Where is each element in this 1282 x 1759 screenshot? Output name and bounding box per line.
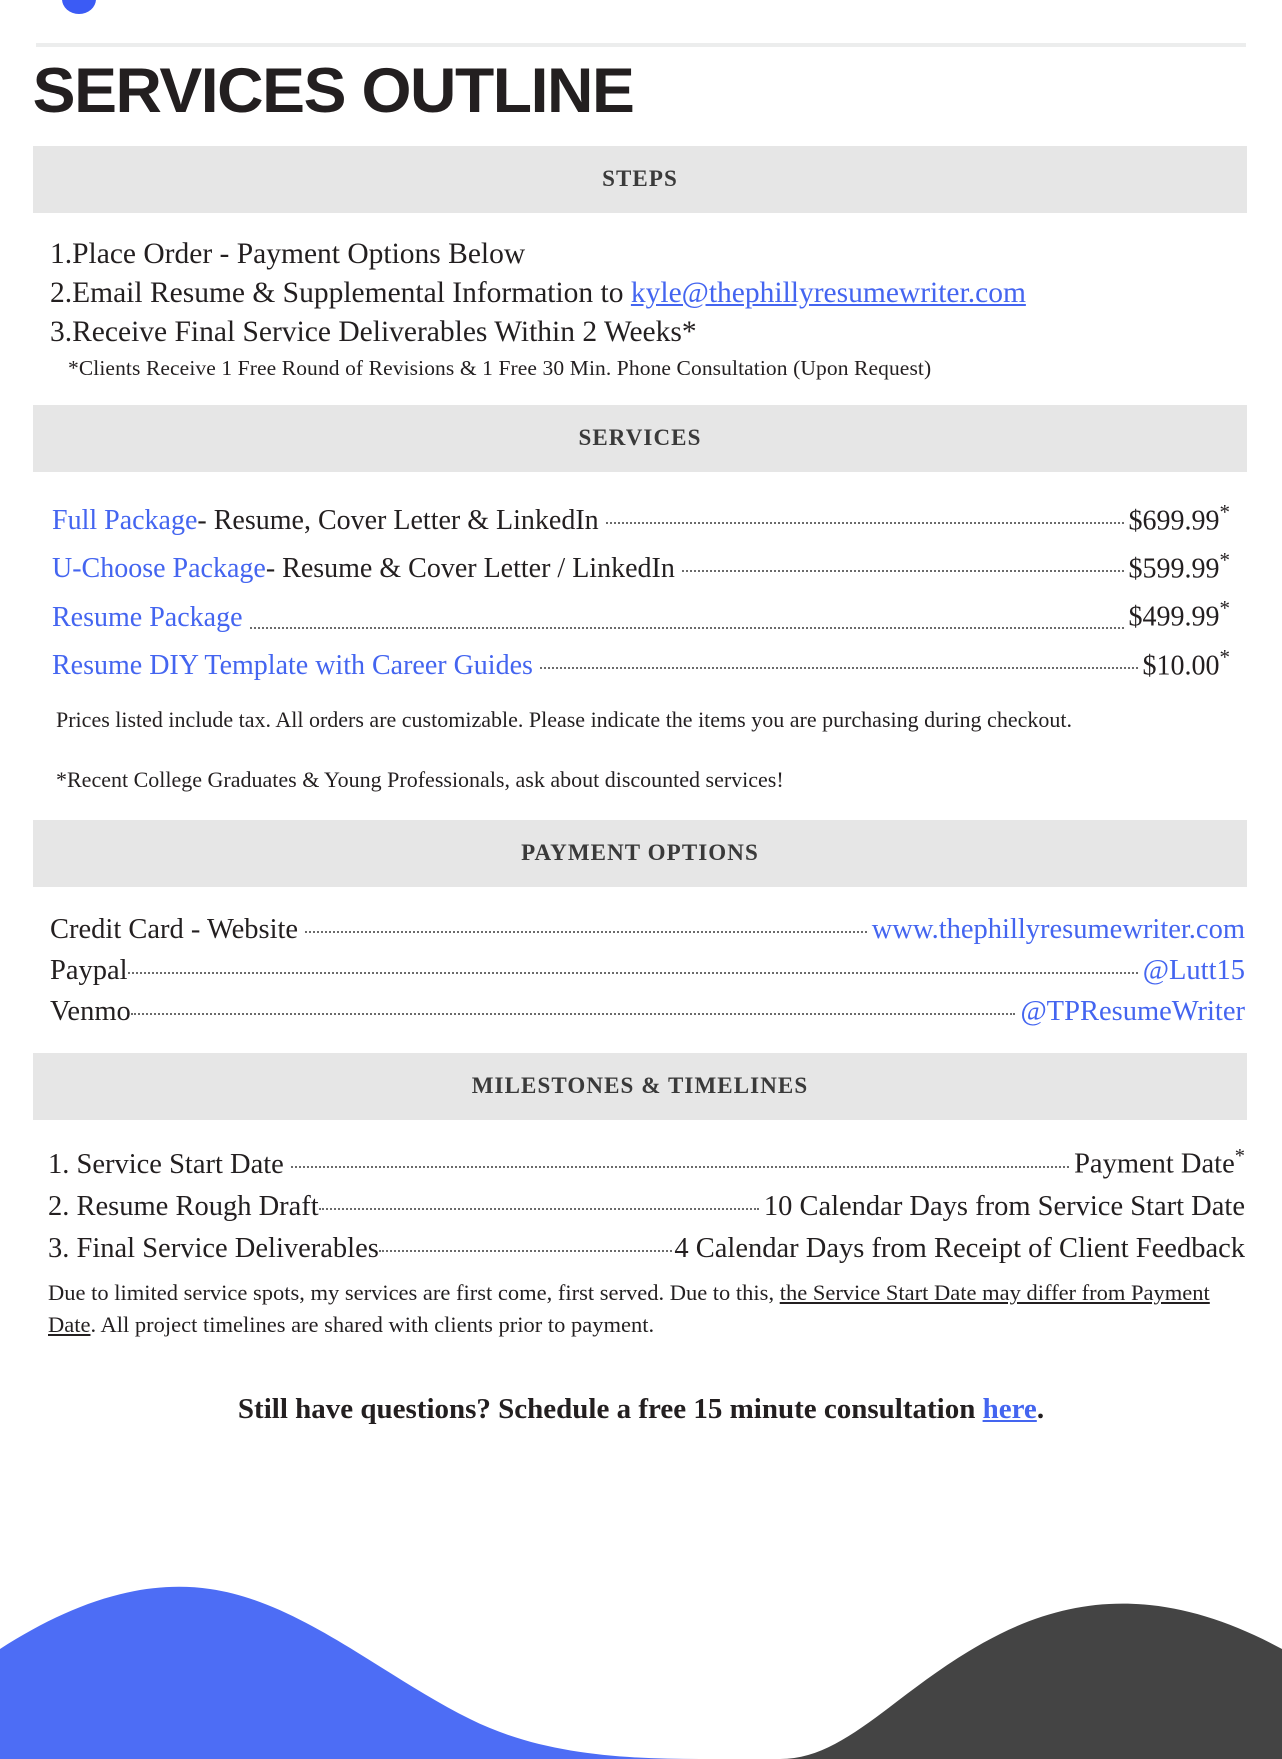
- payment-value[interactable]: @TPResumeWriter: [1020, 996, 1245, 1028]
- closing-text: Still have questions? Schedule a free 15 minute consultation: [237, 1392, 983, 1425]
- section-heading-milestones: MILESTONES & TIMELINES: [33, 1053, 1247, 1120]
- milestone-label: 1. Service Start Date: [48, 1148, 284, 1180]
- milestone-row: [48, 1191, 1245, 1223]
- dot-leader: [250, 627, 1124, 629]
- step-number: 3.: [50, 315, 73, 348]
- dot-leader: [291, 1166, 1069, 1168]
- milestone-label: 2. Resume Rough Draft: [48, 1190, 319, 1222]
- document-content: [0, 56, 1282, 1426]
- milestones-note: [0, 1277, 1282, 1341]
- email-link[interactable]: kyle@thephillyresumewriter.com: [630, 276, 1026, 309]
- payment-label: Credit Card - Website: [50, 914, 299, 946]
- step-number: 2.: [50, 276, 73, 309]
- section-heading-steps: STEPS: [33, 146, 1247, 213]
- payment-label: Paypal: [50, 955, 128, 987]
- payment-row: [50, 914, 1245, 946]
- step-number: 1.: [50, 238, 73, 270]
- service-price: $499.99*: [1128, 596, 1230, 633]
- payment-row: [50, 955, 1245, 987]
- closing-line: [0, 1393, 1282, 1426]
- service-name[interactable]: Resume Package: [52, 601, 243, 633]
- payment-value[interactable]: @Lutt15: [1142, 955, 1245, 987]
- milestones-list: [0, 1145, 1282, 1265]
- service-row: [52, 500, 1230, 537]
- service-price: $599.99*: [1128, 548, 1230, 585]
- section-heading-services: SERVICES: [33, 405, 1247, 472]
- dot-leader: [606, 522, 1124, 524]
- wave-dark-shape: [780, 1604, 1282, 1759]
- service-price: $699.99*: [1128, 499, 1230, 537]
- dot-leader: [319, 1208, 759, 1210]
- service-description: - Resume, Cover Letter & LinkedIn: [197, 505, 599, 537]
- step-text: Place Order - Payment Options Below: [72, 238, 526, 270]
- payment-label: Venmo: [50, 996, 131, 1028]
- service-row: [52, 596, 1230, 633]
- dot-leader: [128, 972, 1138, 974]
- dot-leader: [131, 1013, 1016, 1015]
- list-item: [50, 274, 1282, 313]
- milestone-label: 3. Final Service Deliverables: [48, 1232, 379, 1264]
- step-text: Email Resume & Supplemental Information to: [72, 276, 631, 309]
- section-heading-payment: PAYMENT OPTIONS: [33, 820, 1247, 887]
- consultation-link[interactable]: here: [982, 1392, 1037, 1425]
- service-name[interactable]: Resume DIY Template with Career Guides: [52, 650, 533, 682]
- dot-leader: [379, 1250, 673, 1252]
- milestones-note-post: . All project timelines are shared with clients prior to payment.: [90, 1311, 655, 1337]
- step-text: Receive Final Service Deliverables Within 2 Weeks*: [72, 315, 697, 348]
- steps-list: [0, 235, 1282, 381]
- payment-value[interactable]: www.thephillyresumewriter.com: [871, 914, 1245, 946]
- header-divider: [36, 43, 1246, 47]
- closing-period: .: [1036, 1392, 1045, 1425]
- steps-footnote: *Clients Receive 1 Free Round of Revisions & 1 Free 30 Min. Phone Consultation (Upon Request): [68, 355, 932, 380]
- list-item: [50, 313, 1282, 352]
- milestones-note-emphasis: the Service Start Date may differ from Payment Date: [48, 1279, 1210, 1337]
- services-discount-note: *Recent College Graduates & Young Professionals, ask about discounted services!: [56, 767, 784, 793]
- service-name[interactable]: U-Choose Package: [52, 553, 266, 585]
- services-list: [0, 500, 1282, 682]
- milestone-value: 10 Calendar Days from Service Start Date: [763, 1190, 1245, 1222]
- milestone-value: 4 Calendar Days from Receipt of Client Feedback: [674, 1232, 1245, 1264]
- dot-leader: [682, 570, 1124, 572]
- service-row: [52, 548, 1230, 585]
- service-description: - Resume & Cover Letter / LinkedIn: [265, 553, 675, 585]
- page-title: SERVICES OUTLINE: [32, 56, 634, 126]
- dot-leader: [305, 931, 867, 933]
- footer-wave-decoration: [0, 1554, 1282, 1759]
- wave-blue-shape: [0, 1587, 700, 1759]
- payment-options-list: [0, 914, 1282, 1028]
- service-price: $10.00*: [1142, 644, 1230, 682]
- payment-row: [50, 996, 1245, 1028]
- service-name[interactable]: Full Package: [52, 505, 198, 537]
- milestone-value: Payment Date*: [1074, 1145, 1245, 1180]
- milestones-note-pre: Due to limited service spots, my services are first come, first served. Due to this,: [48, 1279, 780, 1305]
- milestone-row: [48, 1233, 1245, 1265]
- service-row: [52, 645, 1230, 682]
- services-note: Prices listed include tax. All orders are customizable. Please indicate the items you are purchasing during checkout.: [56, 707, 1072, 733]
- list-item: [50, 235, 1282, 274]
- decorative-blue-dot: [62, 0, 96, 14]
- dot-leader: [540, 667, 1138, 669]
- milestone-row: [48, 1145, 1245, 1181]
